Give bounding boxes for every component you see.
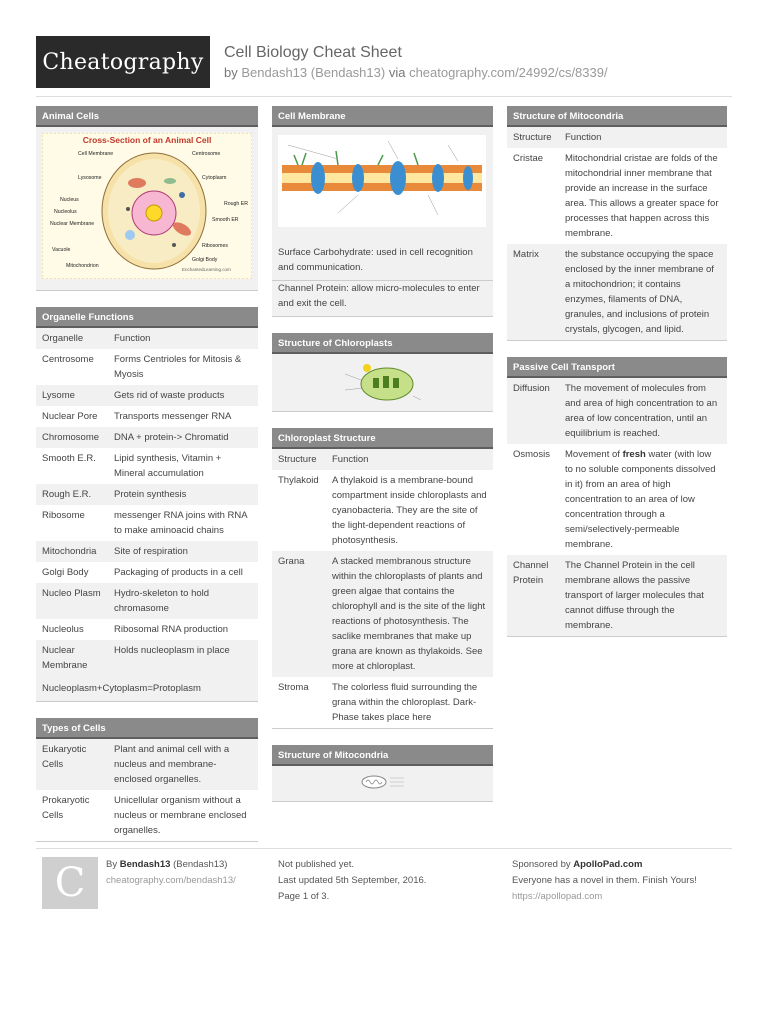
row-key: Grana xyxy=(272,551,326,677)
row-value: Holds nucleoplasm in place xyxy=(108,640,258,676)
osmosis-text-2: water (with low to no soluble components dissolved in it) from an area of high concentration to an area of low concentration through a semi/selectively-permeable membrane. xyxy=(565,449,716,550)
footer-author-link[interactable]: cheatography.com/bendash13/ xyxy=(106,875,236,886)
row-value xyxy=(559,444,727,555)
section-heading: Organelle Functions xyxy=(36,307,258,328)
table-row xyxy=(507,378,727,444)
row-key: Rough E.R. xyxy=(36,484,108,505)
label-centrosome: Centrosome xyxy=(192,151,221,157)
row-key: Lysome xyxy=(36,385,108,406)
table-row xyxy=(36,541,258,562)
row-value: Gets rid of waste products xyxy=(108,385,258,406)
row-value: Function xyxy=(108,328,258,349)
label-ribosomes: Ribosomes xyxy=(202,243,228,249)
row-key: Eukaryotic Cells xyxy=(36,739,108,790)
footer-author xyxy=(106,857,236,889)
row-value: The Channel Protein in the cell membrane allows the passive transport of larger molecules that cannot diffuse through the membrane. xyxy=(559,555,727,637)
byline xyxy=(224,65,608,80)
diagram-title: Cross-Section of an Animal Cell xyxy=(82,135,212,145)
by-label: by xyxy=(224,65,238,80)
row-value: Site of respiration xyxy=(108,541,258,562)
section-heading: Cell Membrane xyxy=(272,106,493,127)
mitochondria-svg xyxy=(360,774,406,790)
organelle-table xyxy=(36,328,258,676)
table-row xyxy=(507,127,727,148)
row-key: Ribosome xyxy=(36,505,108,541)
footer-sponsor xyxy=(512,857,697,905)
row-value: The colorless fluid surrounding the grana within the chloroplast. Dark-Phase takes place here xyxy=(326,677,493,729)
page-footer xyxy=(36,848,732,912)
row-value: Lipid synthesis, Vitamin + Mineral accumulation xyxy=(108,448,258,484)
label-golgi-body: Golgi Body xyxy=(192,257,218,263)
mitochondria-table xyxy=(507,127,727,341)
table-row xyxy=(36,406,258,427)
footer-author-name[interactable]: Bendash13 xyxy=(119,859,171,870)
section-passive-transport xyxy=(507,357,727,637)
table-row xyxy=(36,427,258,448)
row-key: Centrosome xyxy=(36,349,108,385)
row-value: A thylakoid is a membrane-bound compartment inside chloroplasts and cyanobacteria. They are the site of the light-dependent reactions of photosynthesis. xyxy=(326,470,493,551)
footer-author-handle: (Bendash13) xyxy=(173,859,228,870)
protoplasm-note: Nucleoplasm+Cytoplasm=Protoplasm xyxy=(36,676,258,702)
table-row xyxy=(36,562,258,583)
row-key: Osmosis xyxy=(507,444,559,555)
via-label: via xyxy=(388,65,406,80)
section-chloroplast-structure xyxy=(272,428,493,729)
label-nucleolus: Nucleolus xyxy=(54,209,77,215)
column-3 xyxy=(507,106,727,653)
column-1 xyxy=(36,106,258,858)
sheet-url-link[interactable]: cheatography.com/24992/cs/8339/ xyxy=(409,65,608,80)
row-value: the substance occupying the space enclosed by the inner membrane of a mitochondrion; it contains enzymes, filaments of DNA, granules, and inclusions of protein crystals, glycogen, and lipid. xyxy=(559,244,727,341)
cheatography-logo[interactable]: Cheatography xyxy=(36,36,210,88)
row-key: Golgi Body xyxy=(36,562,108,583)
row-key: Nucleolus xyxy=(36,619,108,640)
row-value: Forms Centrioles for Mitosis & Myosis xyxy=(108,349,258,385)
animal-cell-diagram xyxy=(36,127,258,291)
row-key: Cristae xyxy=(507,148,559,244)
section-heading: Animal Cells xyxy=(36,106,258,127)
membrane-svg xyxy=(278,135,486,227)
page-title: Cell Biology Cheat Sheet xyxy=(224,44,402,61)
table-row xyxy=(36,583,258,619)
table-row xyxy=(36,505,258,541)
section-structure-mitochondria xyxy=(507,106,727,341)
table-row xyxy=(36,619,258,640)
sponsor-label: Sponsored by xyxy=(512,859,571,870)
section-animal-cells xyxy=(36,106,258,291)
label-nuclear-membrane: Nuclear Membrane xyxy=(50,221,95,227)
carbohydrate-note: Surface Carbohydrate: used in cell recognition and communication. xyxy=(272,240,493,281)
mitochondria-diagram xyxy=(272,766,493,802)
page-number: Page 1 of 3. xyxy=(278,891,330,902)
label-mitochondrion: Mitochondrion xyxy=(66,263,99,269)
row-value: Packaging of products in a cell xyxy=(108,562,258,583)
row-key: Stroma xyxy=(272,677,326,729)
row-key: Channel Protein xyxy=(507,555,559,637)
row-key: Smooth E.R. xyxy=(36,448,108,484)
row-key: Organelle xyxy=(36,328,108,349)
table-row xyxy=(36,448,258,484)
section-heading: Chloroplast Structure xyxy=(272,428,493,449)
row-key: Nuclear Pore xyxy=(36,406,108,427)
chloroplast-diagram xyxy=(272,354,493,412)
row-key: Nuclear Membrane xyxy=(36,640,108,676)
table-row xyxy=(272,449,493,470)
chloroplast-table xyxy=(272,449,493,729)
label-cell-membrane: Cell Membrane xyxy=(78,151,114,157)
table-row xyxy=(36,349,258,385)
row-value: Hydro-skeleton to hold chromasome xyxy=(108,583,258,619)
row-value: messenger RNA joins with RNA to make aminoacid chains xyxy=(108,505,258,541)
row-value: Unicellular organism without a nucleus or membrane enclosed organelles. xyxy=(108,790,258,842)
section-heading: Types of Cells xyxy=(36,718,258,739)
row-value: Ribosomal RNA production xyxy=(108,619,258,640)
table-row xyxy=(272,551,493,677)
section-structure-mitochondria-image xyxy=(272,745,493,802)
osmosis-text-1: Movement of xyxy=(565,449,623,460)
row-value: DNA + protein-> Chromatid xyxy=(108,427,258,448)
table-row xyxy=(272,470,493,551)
section-cell-membrane xyxy=(272,106,493,317)
row-key: Prokaryotic Cells xyxy=(36,790,108,842)
cheatography-c-logo[interactable]: C xyxy=(42,857,98,909)
section-organelle-functions xyxy=(36,307,258,702)
table-row xyxy=(507,148,727,244)
passive-transport-table xyxy=(507,378,727,637)
row-value: Function xyxy=(326,449,493,470)
row-key: Chromosome xyxy=(36,427,108,448)
osmosis-bold: fresh xyxy=(622,449,646,460)
row-key: Matrix xyxy=(507,244,559,341)
table-row xyxy=(36,739,258,790)
row-key: Thylakoid xyxy=(272,470,326,551)
label-rough-er: Rough ER xyxy=(224,201,248,207)
row-value: Transports messenger RNA xyxy=(108,406,258,427)
section-heading: Structure of Chloroplasts xyxy=(272,333,493,354)
author-link[interactable]: Bendash13 (Bendash13) xyxy=(241,65,386,80)
table-row xyxy=(36,790,258,842)
animal-cell-svg xyxy=(42,133,252,279)
row-value: Function xyxy=(559,127,727,148)
table-row xyxy=(36,328,258,349)
section-heading: Structure of Mitocondria xyxy=(272,745,493,766)
sponsor-tagline: Everyone has a novel in them. Finish Yours! xyxy=(512,875,697,886)
publish-status: Not published yet. xyxy=(278,859,355,870)
last-updated: Last updated 5th September, 2016. xyxy=(278,875,427,886)
label-nucleus: Nucleus xyxy=(60,197,79,203)
footer-by-label: By xyxy=(106,859,118,870)
column-2 xyxy=(272,106,493,818)
table-row xyxy=(507,444,727,555)
diagram-credit: EnchantedLearning.com xyxy=(182,267,231,272)
table-row xyxy=(36,640,258,676)
table-row xyxy=(36,484,258,505)
channel-protein-note: Channel Protein: allow micro-molecules to enter and exit the cell. xyxy=(272,281,493,317)
section-heading: Structure of Mitocondria xyxy=(507,106,727,127)
row-key: Diffusion xyxy=(507,378,559,444)
table-row xyxy=(36,385,258,406)
membrane-diagram xyxy=(272,127,493,240)
label-vacuole: Vacuole xyxy=(52,247,71,253)
section-heading: Passive Cell Transport xyxy=(507,357,727,378)
chloroplast-svg xyxy=(343,360,423,406)
row-value: A stacked membranous structure within the chloroplasts of plants and green algae that contains the chlorophyll and is the site of the light reactions of photosynthesis. The saclike membranes that make up grana are known as thylakoids. See more at chloroplast. xyxy=(326,551,493,677)
types-table xyxy=(36,739,258,842)
row-key: Mitochondria xyxy=(36,541,108,562)
row-value: Protein synthesis xyxy=(108,484,258,505)
footer-meta xyxy=(278,857,426,905)
table-row xyxy=(507,244,727,341)
table-row xyxy=(507,555,727,637)
row-value: The movement of molecules from and area of high concentration to an area of low concentration, until an equilibrium is reached. xyxy=(559,378,727,444)
label-smooth-er: Smooth ER xyxy=(212,217,239,223)
row-key: Structure xyxy=(507,127,559,148)
label-cytoplasm: Cytoplasm xyxy=(202,175,227,181)
header-divider xyxy=(36,96,732,97)
section-structure-chloroplasts xyxy=(272,333,493,412)
sponsor-name[interactable]: ApolloPad.com xyxy=(573,859,643,870)
sponsor-url-link[interactable]: https://apollopad.com xyxy=(512,891,603,902)
section-types-of-cells xyxy=(36,718,258,842)
table-row xyxy=(272,677,493,729)
row-value: Plant and animal cell with a nucleus and membrane-enclosed organelles. xyxy=(108,739,258,790)
label-lysosome: Lysosome xyxy=(78,175,102,181)
row-key: Structure xyxy=(272,449,326,470)
row-key: Nucleo Plasm xyxy=(36,583,108,619)
row-value: Mitochondrial cristae are folds of the mitochondrial inner membrane that provide an increase in the surface area. This allows a greater space for processes that happen across this membrane. xyxy=(559,148,727,244)
